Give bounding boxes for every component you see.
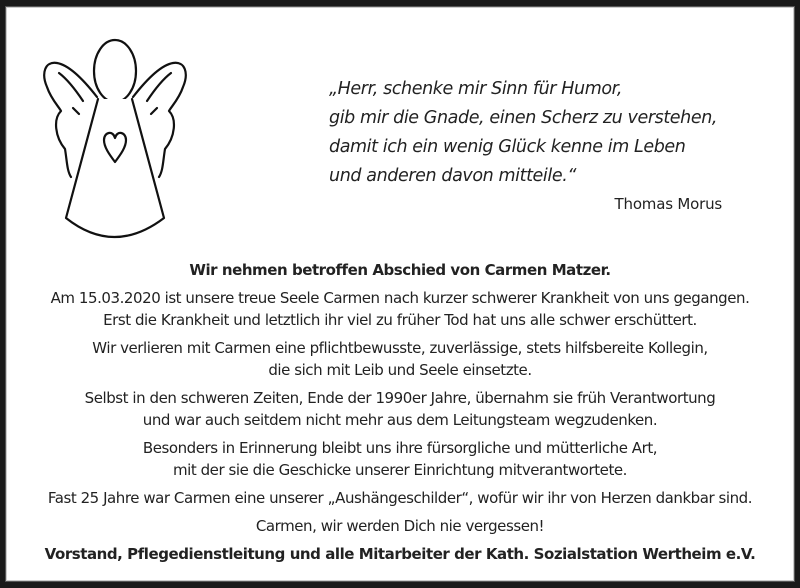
quote (329, 75, 717, 191)
quote-line: damit ich ein wenig Glück kenne im Leben (329, 137, 686, 157)
paragraph-line: Selbst in den schweren Zeiten, Ende der 1990er Jahre, übernahm sie früh Verantwortung (84, 389, 716, 407)
angel-icon (1, 1, 201, 251)
paragraph-line: die sich mit Leib und Seele einsetzte. (268, 361, 532, 379)
paragraph (6, 387, 794, 431)
paragraph (6, 337, 794, 381)
quote-line: „Herr, schenke mir Sinn für Humor, (329, 79, 623, 99)
obituary-notice (5, 6, 795, 582)
paragraph (6, 437, 794, 481)
notice-signature: Vorstand, Pflegedienstleitung und alle Mitarbeiter der Kath. Sozialstation Wertheim e.V. (44, 545, 756, 563)
quote-line: und anderen davon mitteile.“ (329, 166, 577, 186)
paragraph-line: Carmen, wir werden Dich nie vergessen! (255, 517, 545, 535)
paragraph (6, 287, 794, 331)
quote-line: gib mir die Gnade, einen Scherz zu verstehen, (329, 108, 718, 128)
paragraph (6, 487, 794, 509)
paragraph-line: mit der sie die Geschicke unserer Einrichtung mitverantwortete. (172, 461, 627, 479)
notice-body (6, 259, 794, 571)
notice-heading: Wir nehmen betroffen Abschied von Carmen Matzer. (189, 261, 611, 279)
paragraph (6, 515, 794, 537)
paragraph-line: Am 15.03.2020 ist unsere treue Seele Carmen nach kurzer schwerer Krankheit von uns gegangen. (50, 289, 750, 307)
quote-author: Thomas Morus (614, 195, 722, 213)
paragraph-line: Wir verlieren mit Carmen eine pflichtbewusste, zuverlässige, stets hilfsbereite Kollegin, (92, 339, 708, 357)
paragraph-line: Besonders in Erinnerung bleibt uns ihre fürsorgliche und mütterliche Art, (142, 439, 658, 457)
paragraph-line: und war auch seitdem nicht mehr aus dem Leitungsteam wegzudenken. (142, 411, 658, 429)
paragraph-line: Erst die Krankheit und letztlich ihr viel zu früher Tod hat uns alle schwer erschüttert. (103, 311, 697, 329)
paragraph-line: Fast 25 Jahre war Carmen eine unserer „Aushängeschilder“, wofür wir ihr von Herzen dankbar sind. (47, 489, 753, 507)
